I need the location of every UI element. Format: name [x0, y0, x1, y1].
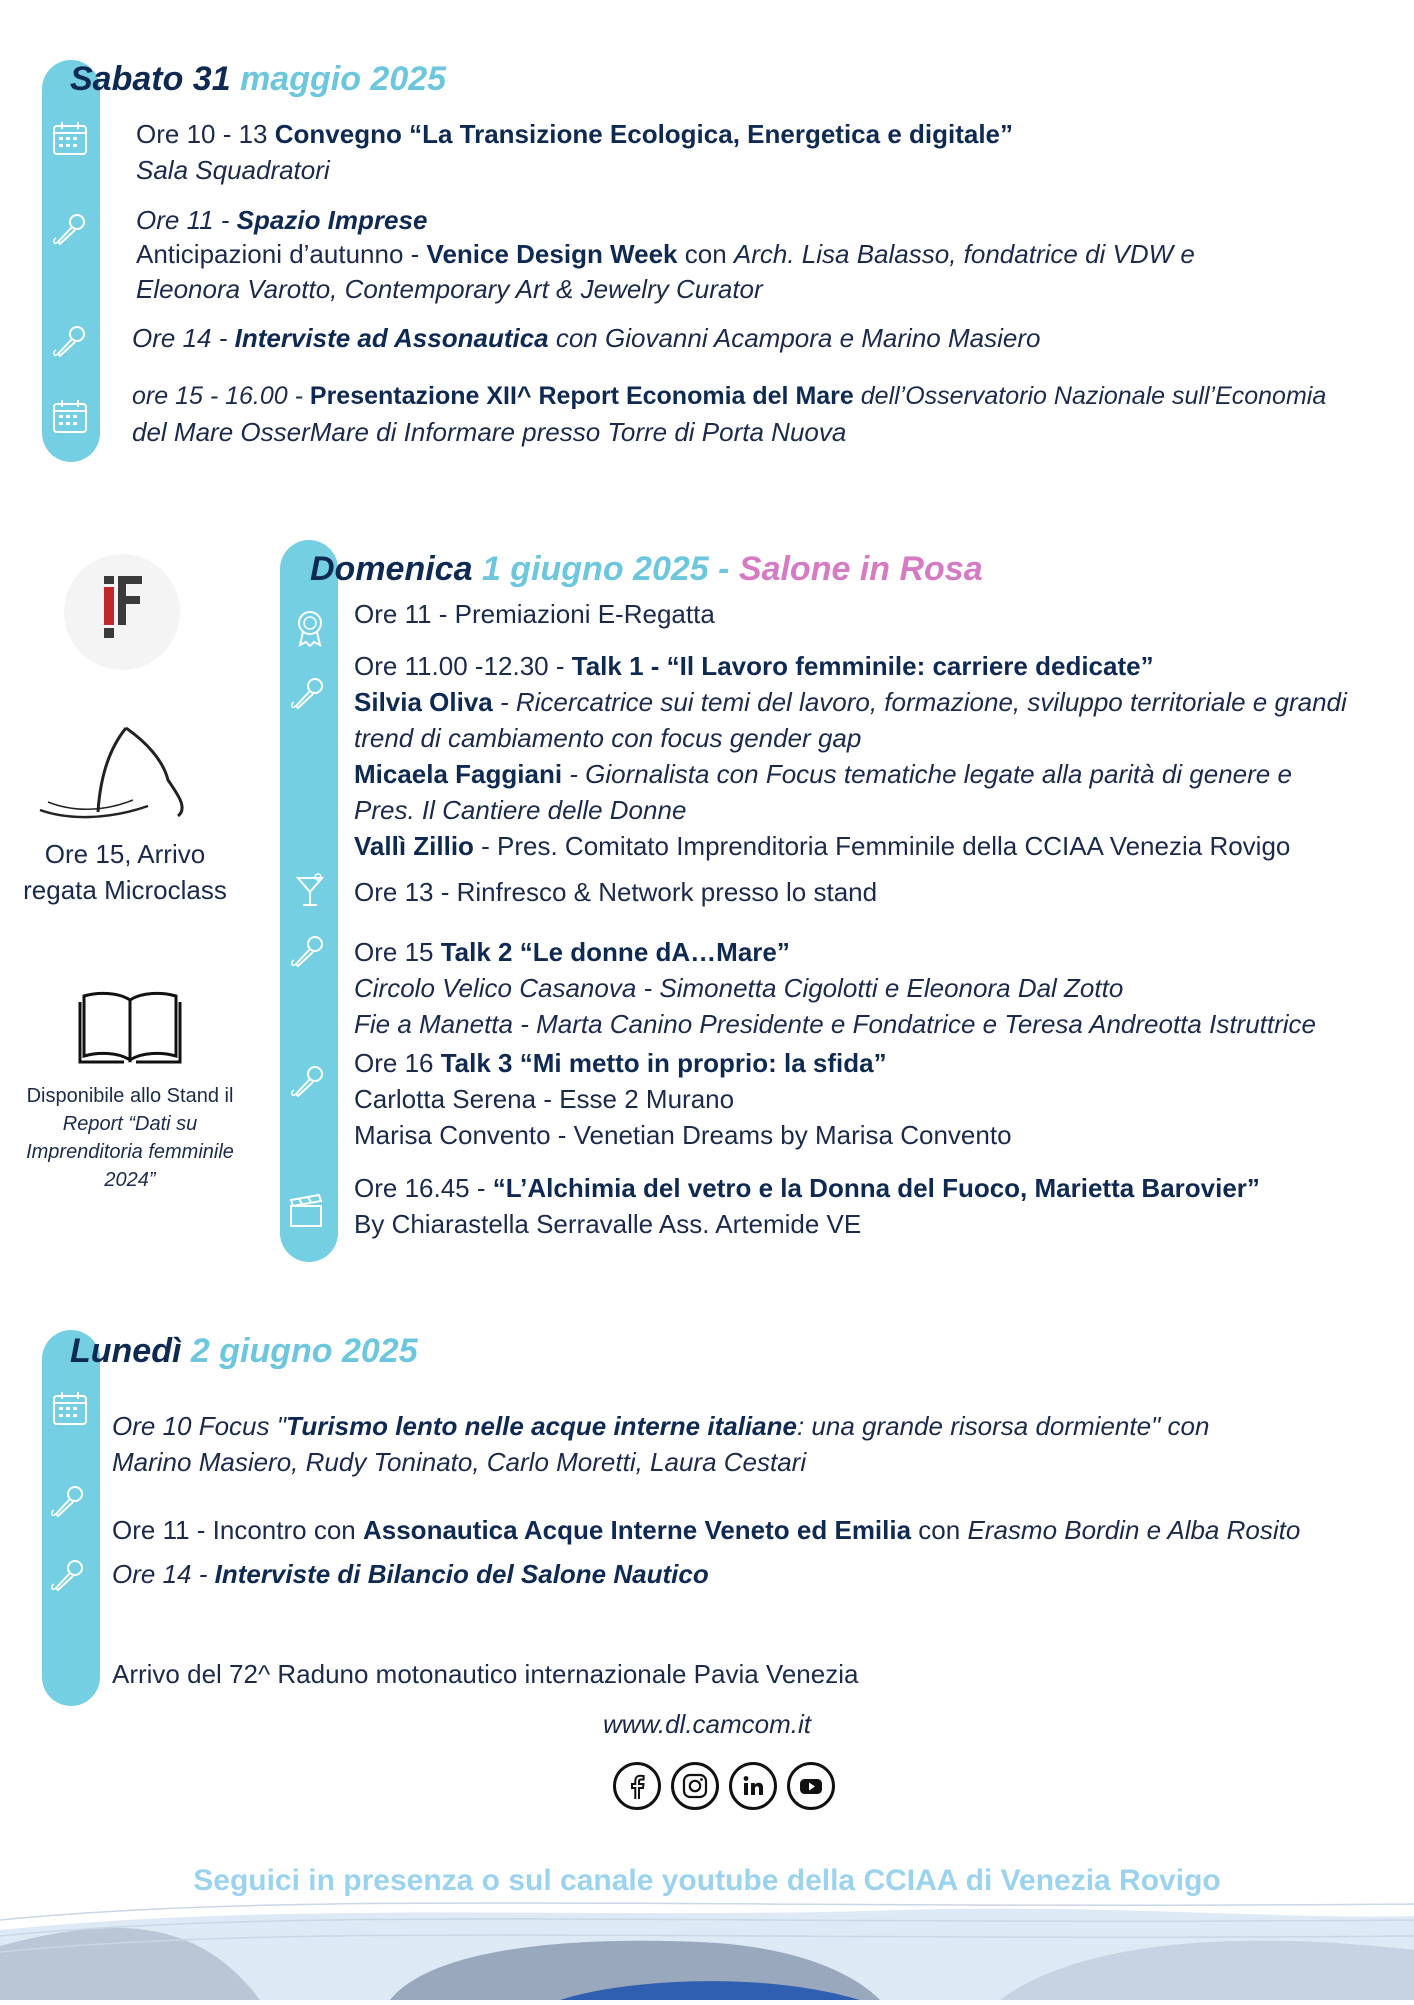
sat-event-2-detail-2: Eleonora Varotto, Contemporary Art & Jewelry Curator [136, 274, 763, 304]
calendar-icon [50, 118, 90, 158]
sun-talk-3-line-3: Marisa Convento - Venetian Dreams by Marisa Convento [354, 1120, 1012, 1150]
sat-event-1: Ore 10 - 13 Convegno “La Transizione Ecologica, Energetica e digitale” [136, 119, 1014, 149]
if-logo [62, 552, 182, 672]
microphone-icon [288, 1062, 328, 1102]
sun-talk-2: Ore 15 Talk 2 “Le donne dA…Mare” [354, 937, 790, 967]
microphone-icon [288, 932, 328, 972]
microphone-icon [48, 1482, 88, 1522]
calendar-icon [50, 396, 90, 436]
mon-event-4: Arrivo del 72^ Raduno motonautico internazionale Pavia Venezia [112, 1659, 859, 1689]
microphone-icon [50, 322, 90, 362]
sat-event-2-detail: Anticipazioni d’autunno - Venice Design Week con Arch. Lisa Balasso, fondatrice di VDW e [136, 239, 1195, 269]
linkedin-icon[interactable] [729, 1762, 777, 1810]
sat-event-4: ore 15 - 16.00 - Presentazione XII^ Report Economia del Mare dell’Osservatorio Nazionale sull’Economia [132, 382, 1327, 410]
cocktail-icon [290, 870, 330, 910]
sunday-heading: Domenica 1 giugno 2025 - Salone in Rosa [310, 550, 983, 588]
sun-talk-1-speaker-1: Silvia Oliva - Ricercatrice sui temi del lavoro, formazione, sviluppo territoriale e grandi [354, 687, 1347, 717]
website-link[interactable]: www.dl.camcom.it [602, 1709, 812, 1739]
sat-event-3: Ore 14 - Interviste ad Assonautica con Giovanni Acampora e Marino Masiero [132, 323, 1041, 353]
footer-text: Seguici in presenza o sul canale youtube della CCIAA di Venezia Rovigo [193, 1864, 1221, 1897]
clapperboard-icon [286, 1190, 326, 1230]
sun-talk-1-speaker-1-cont: trend di cambiamento con focus gender gap [354, 723, 862, 753]
sat-event-2: Ore 11 - Spazio Imprese [136, 205, 428, 235]
sun-talk-2-line-2: Circolo Velico Casanova - Simonetta Cigolotti e Eleonora Dal Zotto [354, 973, 1124, 1003]
mon-event-1-line-2: Marino Masiero, Rudy Toninato, Carlo Moretti, Laura Cestari [112, 1447, 807, 1477]
microphone-icon [50, 210, 90, 250]
sat-event-1-location: Sala Squadratori [136, 155, 330, 185]
sun-talk-1: Ore 11.00 -12.30 - Talk 1 - “Il Lavoro femminile: carriere dedicate” [354, 651, 1154, 681]
mon-event-2: Ore 11 - Incontro con Assonautica Acque Interne Veneto ed Emilia con Erasmo Bordin e Alba Rosito [112, 1515, 1301, 1545]
youtube-icon[interactable] [787, 1762, 835, 1810]
monday-heading: Lunedì 2 giugno 2025 [70, 1332, 418, 1370]
calendar-icon [50, 1388, 90, 1428]
microphone-icon [48, 1556, 88, 1596]
microphone-icon [288, 674, 328, 714]
sun-event-1: Ore 11 - Premiazioni E-Regatta [354, 599, 715, 629]
book-icon [78, 990, 182, 1066]
sun-talk-1-speaker-3: Vallì Zillio - Pres. Comitato Imprenditoria Femminile della CCIAA Venezia Rovigo [354, 831, 1291, 861]
decorative-waves [0, 1890, 1414, 2000]
sun-event-6: Ore 16.45 - “L’Alchimia del vetro e la Donna del Fuoco, Marietta Barovier” [354, 1173, 1260, 1203]
mon-event-1: Ore 10 Focus "Turismo lento nelle acque interne italiane: una grande risorsa dormiente" con [112, 1411, 1210, 1441]
sun-event-6-line-2: By Chiarastella Serravalle Ass. Artemide VE [354, 1209, 862, 1239]
sun-talk-2-line-3: Fie a Manetta - Marta Canino Presidente e Fondatrice e Teresa Andreotta Istruttrice [354, 1009, 1316, 1039]
report-text: Disponibile allo Stand il Report “Dati su Imprenditoria femminile 2024” [26, 1085, 234, 1191]
sun-talk-3-line-2: Carlotta Serena - Esse 2 Murano [354, 1084, 735, 1114]
sun-talk-1-speaker-2-cont: Pres. Il Cantiere delle Donne [354, 795, 687, 825]
sun-talk-1-speaker-2: Micaela Faggiani - Giornalista con Focus tematiche legate alla parità di genere e [354, 759, 1292, 789]
mon-event-3: Ore 14 - Interviste di Bilancio del Salone Nautico [112, 1559, 709, 1589]
sun-talk-3: Ore 16 Talk 3 “Mi metto in proprio: la sfida” [354, 1048, 887, 1078]
regata-text: Ore 15, Arrivo regata Microclass [23, 839, 227, 905]
instagram-icon[interactable] [671, 1762, 719, 1810]
facebook-icon[interactable] [613, 1762, 661, 1810]
sailboat-icon [38, 720, 188, 830]
saturday-heading: Sabato 31 maggio 2025 [70, 60, 447, 98]
sun-event-3: Ore 13 - Rinfresco & Network presso lo stand [354, 877, 878, 907]
award-icon [290, 608, 330, 648]
sat-event-4-detail: del Mare OsserMare di Informare presso Torre di Porta Nuova [132, 417, 847, 447]
